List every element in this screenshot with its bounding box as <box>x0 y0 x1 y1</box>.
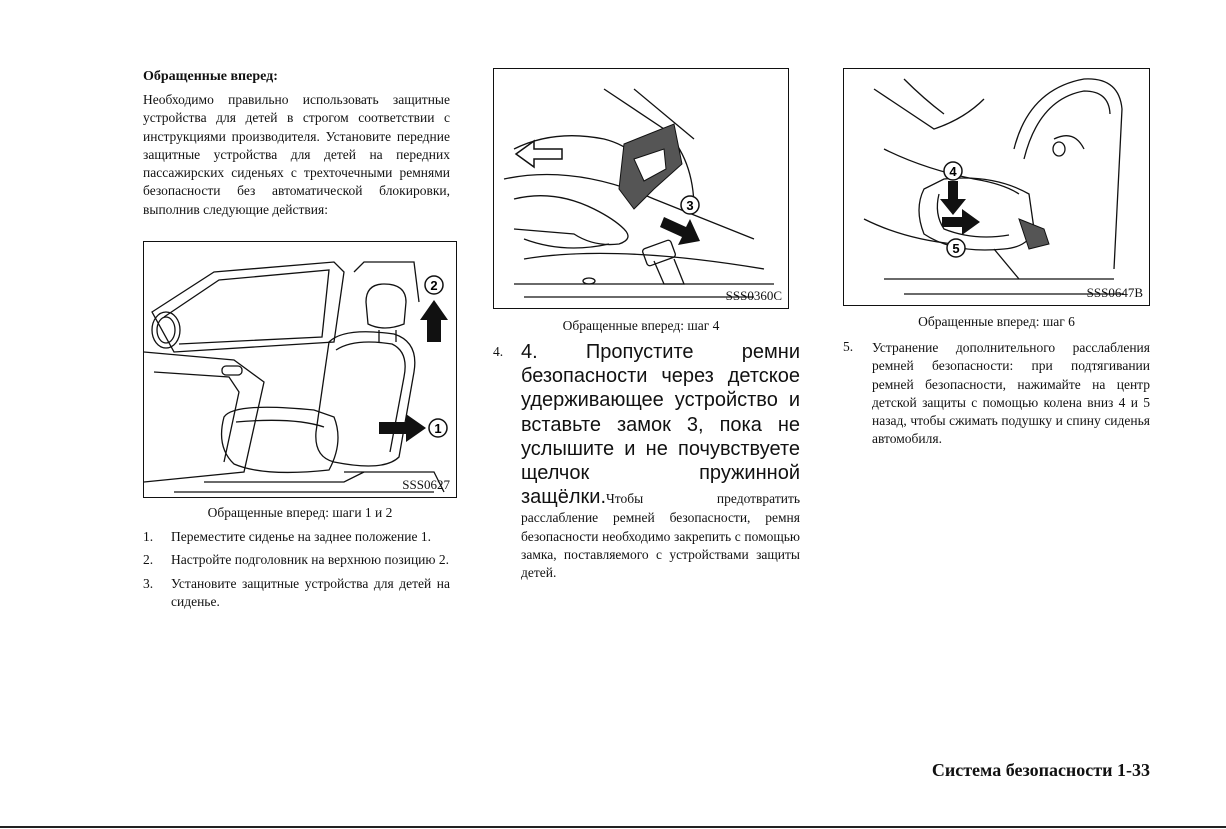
svg-text:3: 3 <box>686 198 694 213</box>
svg-text:1: 1 <box>434 421 442 436</box>
step-marker-4 <box>944 162 962 180</box>
step-marker-5 <box>947 239 965 257</box>
steps-list <box>143 528 450 616</box>
step-4-large-text: 4. Пропустите ремни безопасности через детское удерживающее устройство и вставьте замок 3, пока не услышите и не почувствуете щелчок пружинной защёлки. <box>521 341 800 509</box>
figure-code: SSS0360C <box>725 288 782 303</box>
svg-text:4: 4 <box>949 164 957 179</box>
step-marker-2 <box>425 276 443 294</box>
seat-illustration <box>144 242 457 498</box>
bottom-rule <box>0 826 1226 828</box>
step-4-small-text: Чтобы предотвратить расслабление ремней безопасности, ремня безопасности необходимо закрепить с помощью замка, поставляемого с устройствами защиты детей. <box>521 491 800 581</box>
figure-code: SSS0627 <box>402 477 450 492</box>
figure-caption: Обращенные вперед: шаги 1 и 2 <box>207 505 393 520</box>
knee-illustration <box>844 69 1150 306</box>
step-4-text <box>521 340 800 583</box>
intro-paragraph: Необходимо правильно использовать защитные устройства для детей в строгом соответствии с инструкциями производителя. Установите передние защитные устройства для детей на передних пассажирских сиденьях с трехточечными ремнями безопасности без автоматической блокировки, выполнив следующие действия: <box>143 92 450 217</box>
buckle-illustration <box>494 69 789 309</box>
step-number: 4. <box>493 344 504 359</box>
page-footer: Система безопасности 1-33 <box>931 760 1150 780</box>
section-heading: Обращенные вперед: <box>143 69 278 84</box>
svg-text:5: 5 <box>952 241 960 256</box>
step-5-text: Устранение дополнительного расслабления ремней безопасности: при подтягивании ремней безопасности, нажимайте на центр детской защиты с помощью колена вниз 4 и 5 назад, чтобы сжимать подушку и спину сиденья автомобиля. <box>872 340 1150 447</box>
list-item: 3. Установите защитные устройства для детей на сиденье. <box>143 575 450 609</box>
step-marker-1 <box>429 419 447 437</box>
figure-caption: Обращенные вперед: шаг 6 <box>918 314 1075 329</box>
figure-code: SSS0647B <box>1086 285 1143 300</box>
figure-knee-step-6 <box>843 68 1150 306</box>
figure-caption: Обращенные вперед: шаг 4 <box>562 318 720 333</box>
step-marker-3 <box>681 196 699 214</box>
figure-seat-steps-1-2 <box>143 241 457 498</box>
svg-text:2: 2 <box>430 278 438 293</box>
step-number: 5. <box>843 339 854 354</box>
list-item: 2. Настройте подголовник на верхнюю позицию 2. <box>143 552 449 568</box>
list-item: 1. Переместите сиденье на заднее положение 1. <box>143 529 431 544</box>
figure-buckle-step-4 <box>493 68 789 309</box>
